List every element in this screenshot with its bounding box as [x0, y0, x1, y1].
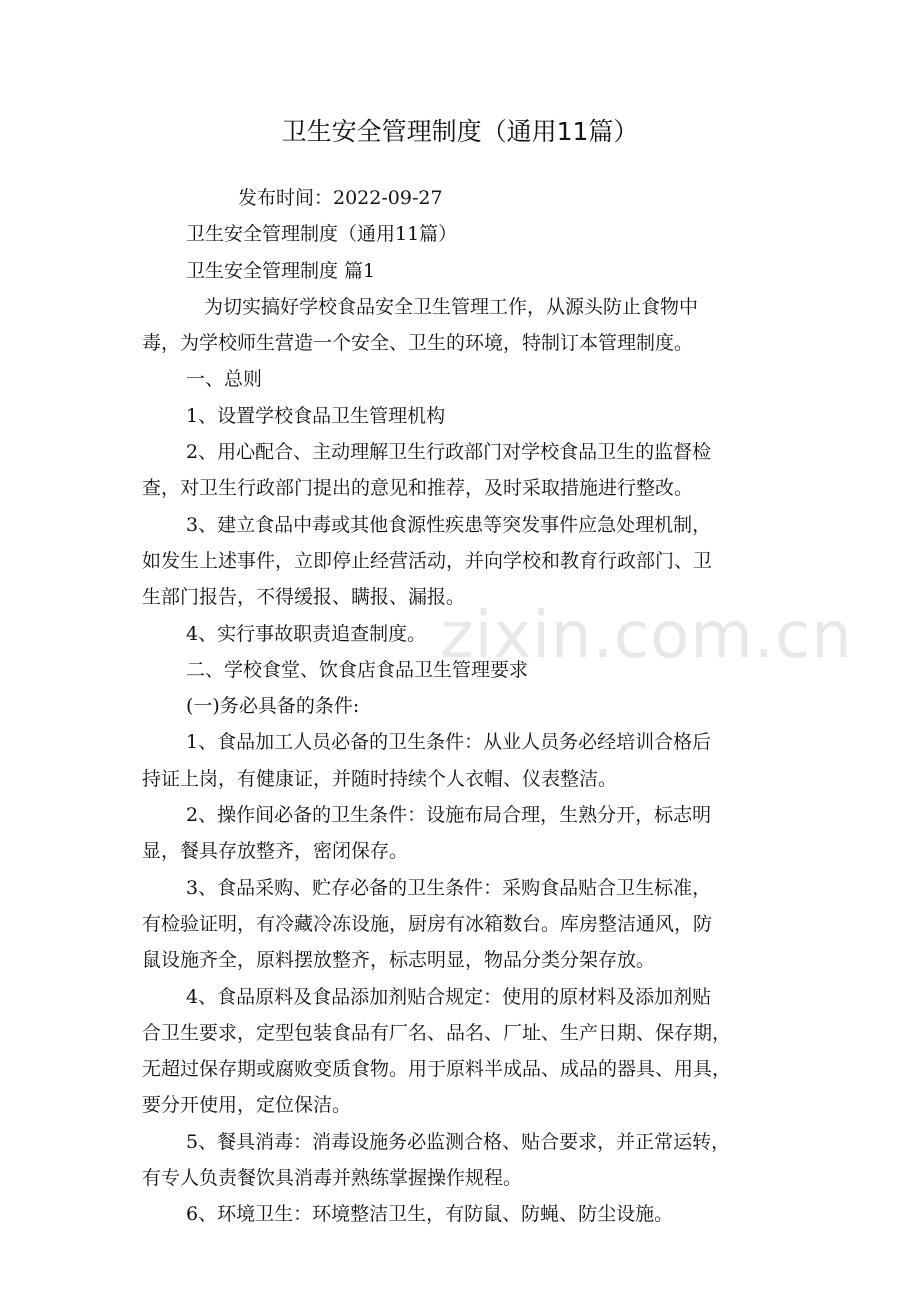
paragraph-line: 鼠设施齐全，原料摆放整齐，标志明显，物品分类分架存放。 [142, 949, 656, 972]
paragraph-line: 2、操作间必备的卫生条件：设施布局合理，生熟分开，标志明 [186, 804, 712, 827]
chapter-heading: 卫生安全管理制度 篇1 [186, 259, 376, 282]
paragraph-line: 4、食品原料及食品添加剂贴合规定：使用的原材料及添加剂贴 [186, 985, 712, 1008]
paragraph-line: 如发生上述事件，立即停止经营活动，并向学校和教育行政部门、卫 [142, 549, 713, 572]
publish-date: 发布时间：2022-09-27 [238, 187, 443, 209]
section-heading: 一、总则 [186, 368, 263, 391]
watermark: zixin.com.cn [440, 599, 853, 673]
paragraph-line: 5、餐具消毒：消毒设施务必监测合格、贴合要求，并正常运转， [186, 1130, 731, 1153]
section-heading: 二、学校食堂、饮食店食品卫生管理要求 [186, 658, 529, 681]
paragraph-line: 1、设置学校食品卫生管理机构 [186, 404, 446, 427]
paragraph-line: 1、食品加工人员必备的卫生条件：从业人员务必经培训合格后 [186, 731, 712, 754]
paragraph-line: 3、食品采购、贮存必备的卫生条件：采购食品贴合卫生标准， [186, 876, 712, 899]
document-body [142, 180, 782, 1233]
paragraph-line: 为切实搞好学校食品安全卫生管理工作，从源头防止食物中 [204, 295, 699, 318]
paragraph-line: 生部门报告，不得缓报、瞒报、漏报。 [142, 586, 466, 609]
paragraph-line: 有检验证明，有冷藏冷冻设施，厨房有冰箱数台。库房整洁通风，防 [142, 912, 713, 935]
paragraph-line: 有专人负责餐饮具消毒并熟练掌握操作规程。 [142, 1167, 523, 1190]
subsection-heading: (一)务必具备的条件: [186, 695, 360, 718]
paragraph-line: 显，餐具存放整齐，密闭保存。 [142, 840, 409, 863]
paragraph-line: 4、实行事故职责追查制度。 [186, 622, 427, 645]
paragraph-line: 查，对卫生行政部门提出的意见和推荐，及时采取措施进行整改。 [142, 477, 694, 500]
document-title: 卫生安全管理制度（通用11篇） [281, 117, 639, 146]
paragraph-line: 无超过保存期或腐败变质食物。用于原料半成品、成品的器具、用具， [142, 1058, 732, 1081]
paragraph-line: 持证上岗，有健康证，并随时持续个人衣帽、仪表整洁。 [142, 767, 618, 790]
paragraph-line: 合卫生要求，定型包装食品有厂名、品名、厂址、生产日期、保存期， [142, 1021, 732, 1044]
paragraph-line: 3、建立食品中毒或其他食源性疾患等突发事件应急处理机制， [186, 513, 712, 536]
paragraph-line: 6、环境卫生：环境整洁卫生，有防鼠、防蝇、防尘设施。 [186, 1203, 674, 1226]
document-subtitle: 卫生安全管理制度（通用11篇） [186, 223, 458, 246]
paragraph-line: 2、用心配合、主动理解卫生行政部门对学校食品卫生的监督检 [186, 441, 712, 464]
paragraph-line: 毒，为学校师生营造一个安全、卫生的环境，特制订本管理制度。 [142, 332, 694, 355]
paragraph-line: 要分开使用，定位保洁。 [142, 1094, 352, 1117]
